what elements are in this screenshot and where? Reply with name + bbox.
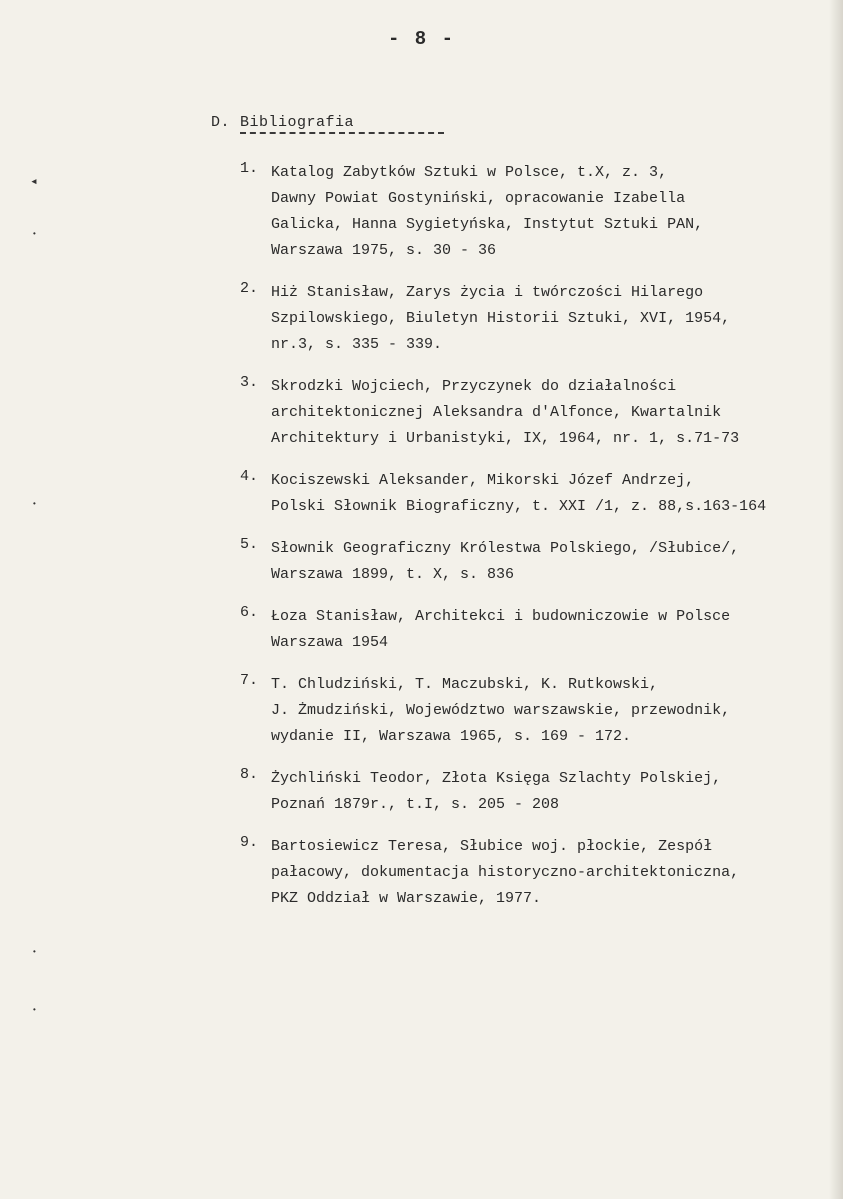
entry-line: Dawny Powiat Gostyniński, opracowanie Izabella [271,190,686,207]
bibliography-entry [240,374,843,452]
entry-line: J. Żmudziński, Województwo warszawskie, przewodnik, [271,702,731,719]
section-title: Bibliografia [240,114,444,134]
margin-arrow-mark: ◂ [30,174,38,189]
bibliography-entry [240,766,843,818]
entry-number: 9. [240,834,259,851]
bibliography-entry [240,536,843,588]
entry-line: pałacowy, dokumentacja historyczno-architektoniczna, [271,864,740,881]
entry-line: Katalog Zabytków Sztuki w Polsce, t.X, z. 3, [271,164,668,181]
margin-dot-mark: • [32,230,37,239]
entry-line: Hiż Stanisław, Zarys życia i twórczości Hilarego [271,284,704,301]
entry-number: 7. [240,672,259,689]
entry-line: Warszawa 1899, t. X, s. 836 [271,566,515,583]
bibliography-entry [240,672,843,750]
margin-dot-mark: • [32,500,37,509]
entry-line: Poznań 1879r., t.I, s. 205 - 208 [271,796,560,813]
entry-line: Słownik Geograficzny Królestwa Polskiego, /Słubice/, [271,540,740,557]
entry-line: T. Chludziński, T. Maczubski, K. Rutkowski, [271,676,659,693]
bibliography-list [240,160,843,928]
entry-line: Szpilowskiego, Biuletyn Historii Sztuki, XVI, 1954, [271,310,731,327]
entry-line: Architektury i Urbanistyki, IX, 1964, nr. 1, s.71-73 [271,430,740,447]
entry-number: 8. [240,766,259,783]
bibliography-entry [240,160,843,264]
entry-number: 5. [240,536,259,553]
entry-line: Skrodzki Wojciech, Przyczynek do działalności [271,378,677,395]
entry-line: architektonicznej Aleksandra d'Alfonce, Kwartalnik [271,404,722,421]
entry-line: PKZ Oddział w Warszawie, 1977. [271,890,542,907]
bibliography-entry [240,834,843,912]
entry-line: nr.3, s. 335 - 339. [271,336,443,353]
entry-line: Kociszewski Aleksander, Mikorski Józef Andrzej, [271,472,695,489]
bibliography-entry [240,468,843,520]
bibliography-entry [240,280,843,358]
entry-number: 1. [240,160,259,177]
entry-line: Warszawa 1954 [271,634,389,651]
entry-number: 6. [240,604,259,621]
entry-number: 2. [240,280,259,297]
margin-dot-mark: • [32,1006,37,1015]
entry-number: 3. [240,374,259,391]
margin-dot-mark: • [32,948,37,957]
page-edge-shadow [829,0,843,1199]
entry-line: Polski Słownik Biograficzny, t. XXI /1, z. 88,s.163-164 [271,498,767,515]
section-letter: D. [211,114,231,131]
entry-line: Galicka, Hanna Sygietyńska, Instytut Sztuki PAN, [271,216,704,233]
entry-line: Żychliński Teodor, Złota Księga Szlachty Polskiej, [271,770,722,787]
page-number: - 8 - [387,28,455,50]
entry-line: wydanie II, Warszawa 1965, s. 169 - 172. [271,728,632,745]
entry-line: Warszawa 1975, s. 30 - 36 [271,242,497,259]
bibliography-entry [240,604,843,656]
entry-line: Łoza Stanisław, Architekci i budowniczowie w Polsce [271,608,731,625]
entry-number: 4. [240,468,259,485]
section-heading [211,114,444,134]
entry-line: Bartosiewicz Teresa, Słubice woj. płockie, Zespół [271,838,713,855]
